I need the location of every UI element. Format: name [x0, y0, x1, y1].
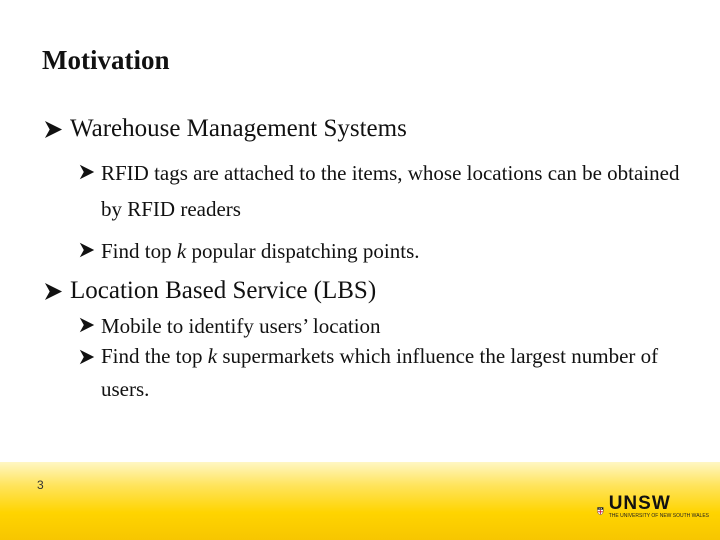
- unsw-logo: [597, 494, 709, 532]
- logo-text: [609, 494, 709, 520]
- arrow-bullet-icon: [79, 308, 101, 333]
- variable-k: k: [207, 344, 218, 368]
- arrow-bullet-icon: [79, 233, 101, 258]
- sub-bullet-text: Mobile to identify users’ location: [101, 314, 381, 338]
- variable-k: k: [176, 239, 187, 263]
- sub-bullet-text: Find top k popular dispatching points.: [101, 239, 420, 263]
- bullet-lbs: [44, 276, 376, 306]
- logo-wordmark: UNSW: [608, 493, 671, 514]
- page-number: 3: [37, 478, 44, 492]
- arrow-bullet-icon: [79, 155, 101, 180]
- arrow-bullet-icon: [44, 276, 70, 301]
- arrow-bullet-icon: [44, 114, 70, 139]
- sub-bullet-supermarkets: [79, 340, 701, 406]
- bullet-warehouse: [44, 114, 407, 144]
- logo-subtitle: THE UNIVERSITY OF NEW SOUTH WALES: [608, 513, 709, 519]
- sub-bullet-dispatching: [79, 233, 701, 269]
- sub-bullet-text: RFID tags are attached to the items, whose locations can be obtained by RFID readers: [101, 161, 680, 221]
- unsw-crest-icon: [597, 494, 604, 528]
- sub-bullet-mobile: [79, 308, 701, 344]
- arrow-bullet-icon: [79, 340, 101, 365]
- sub-bullet-text: Find the top k supermarkets which influence the largest number of users.: [101, 344, 659, 401]
- bullet-text: Warehouse Management Systems: [70, 115, 407, 142]
- slide-title: Motivation: [42, 45, 170, 75]
- bullet-text: Location Based Service (LBS): [70, 277, 377, 304]
- sub-bullet-rfid: [79, 155, 701, 227]
